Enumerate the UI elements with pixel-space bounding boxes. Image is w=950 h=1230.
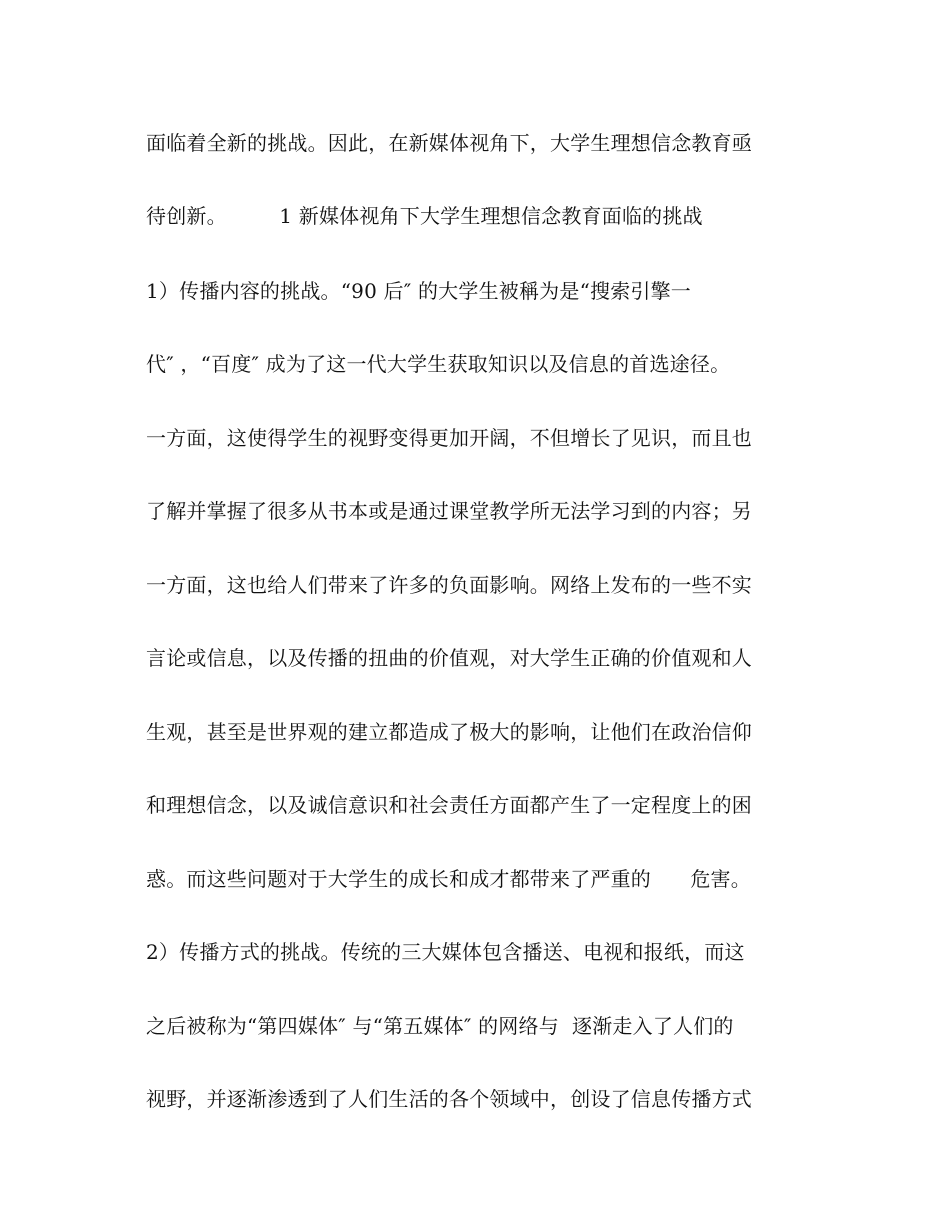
text-line: 惑。而这些问题对于大学生的成长和成才都带来了严重的 危害。 [146,867,751,891]
text-line: 1）传播内容的挑战。“90 后″ 的大学生被稱为是“搜索引擎一 [146,279,692,303]
text-line: 待创新。 1 新媒体视角下大学生理想信念教育面临的挑战 [146,204,703,228]
text-line: 视野，并逐渐渗透到了人们生活的各个领域中，创设了信息传播方式 [146,1087,752,1111]
text-line: 一方面，这也给人们带来了许多的负面影响。网络上发布的一些不实 [146,573,752,597]
text-line: 一方面，这使得学生的视野变得更加开阔，不但增长了见识，而且也 [146,426,752,450]
text-line: 了解并掌握了很多从书本或是通过课堂教学所无法学习到的内容；另 [146,499,752,523]
text-line: 代″ ，“百度″ 成为了这一代大学生获取知识以及信息的首选途径。 [146,352,731,376]
text-line: 之后被称为“第四媒体″ 与“第五媒体″ 的网络与 逐渐走入了人们的 [146,1014,734,1038]
text-line: 和理想信念，以及诚信意识和社会责任方面都产生了一定程度上的困 [146,793,752,817]
text-line: 2）传播方式的挑战。传统的三大媒体包含播送、电视和报纸，而这 [146,940,745,964]
text-line: 生观，甚至是世界观的建立都造成了极大的影响，让他们在政治信仰 [146,720,752,744]
text-line: 面临着全新的挑战。因此，在新媒体视角下，大学生理想信念教育亟 [146,131,752,155]
text-line: 言论或信息，以及传播的扭曲的价值观，对大学生正确的价值观和人 [146,646,752,670]
